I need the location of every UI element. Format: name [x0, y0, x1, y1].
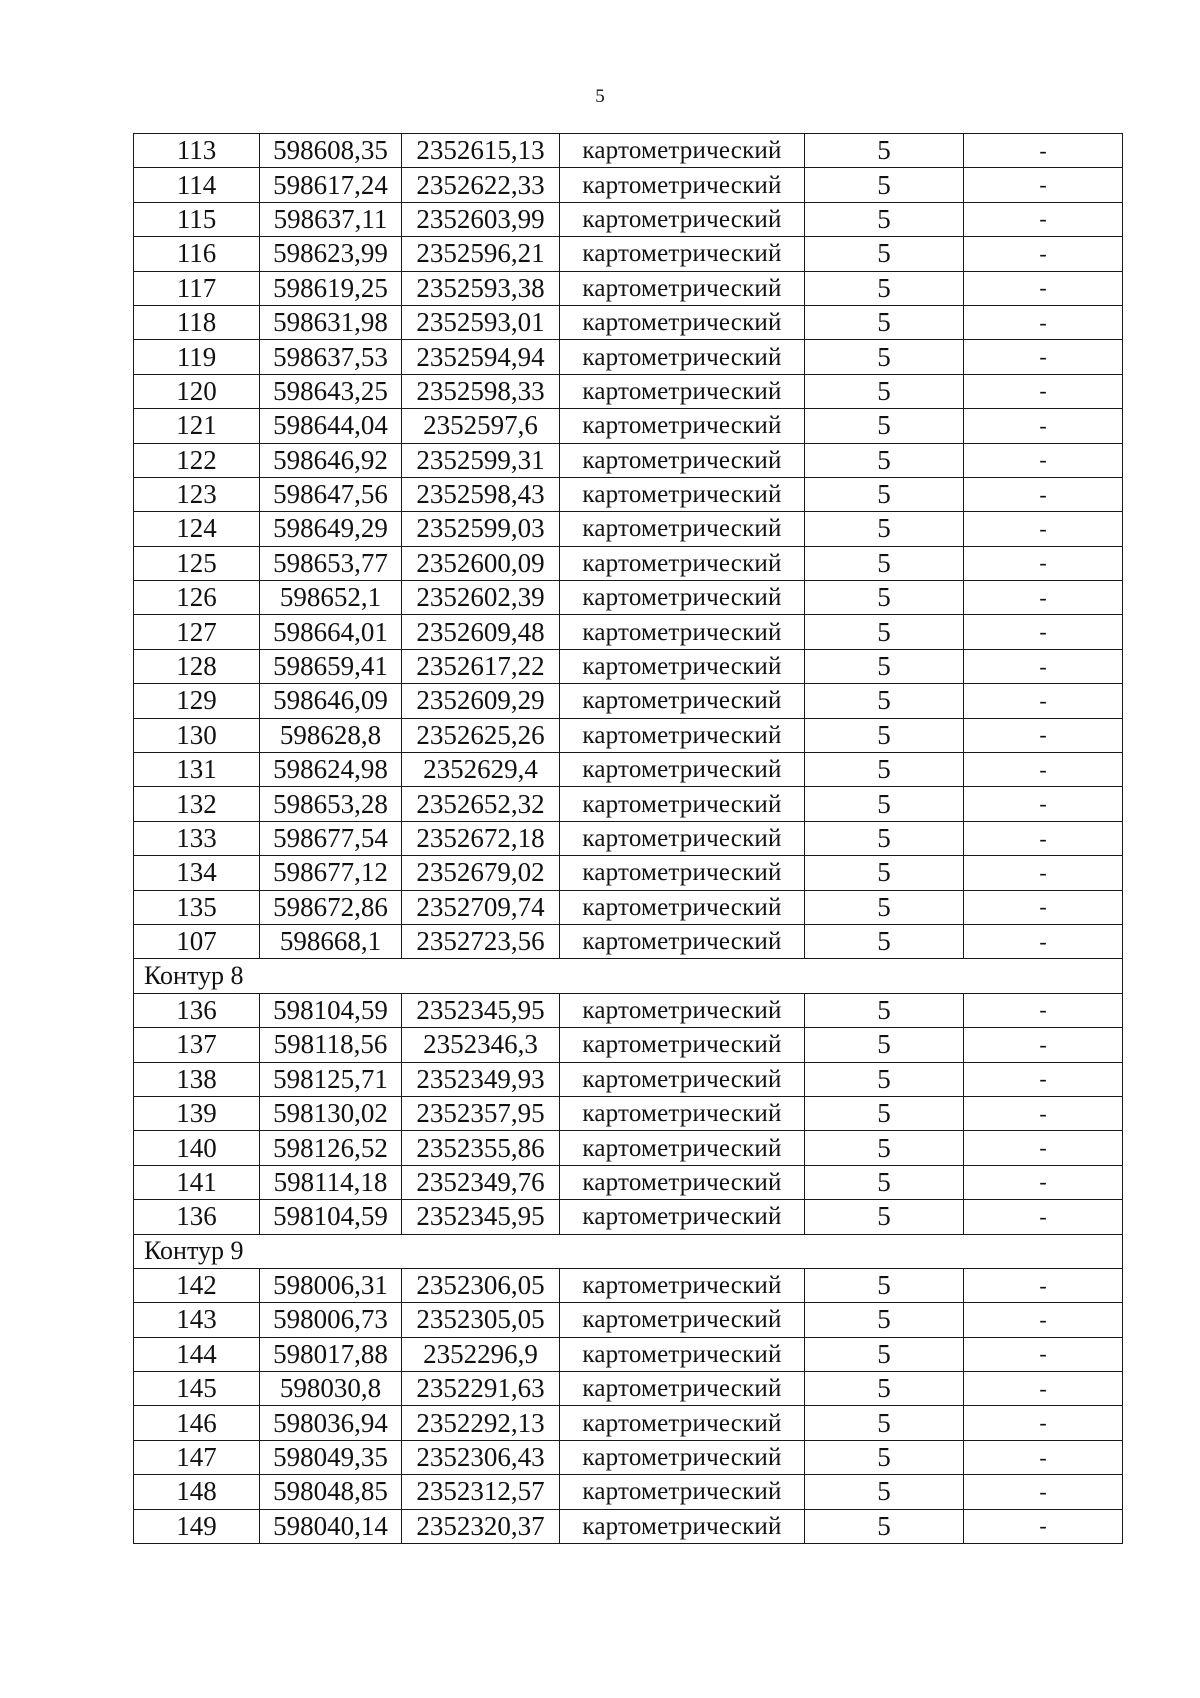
table-row [134, 134, 1123, 168]
point-number-cell: 121 [134, 409, 260, 443]
y-coordinate-cell: 2352615,13 [402, 134, 560, 168]
accuracy-cell: 5 [805, 993, 964, 1027]
table-row [134, 340, 1123, 374]
description-cell: - [964, 1268, 1123, 1302]
x-coordinate-cell: 598677,12 [260, 856, 402, 890]
table-row [134, 1131, 1123, 1165]
method-cell: картометрический [560, 477, 805, 511]
y-coordinate-cell: 2352709,74 [402, 890, 560, 924]
method-cell: картометрический [560, 1475, 805, 1509]
accuracy-cell: 5 [805, 924, 964, 958]
page-number: 5 [595, 86, 605, 107]
method-cell: картометрический [560, 305, 805, 339]
table-row [134, 615, 1123, 649]
point-number-cell: 133 [134, 821, 260, 855]
description-cell: - [964, 305, 1123, 339]
x-coordinate-cell: 598652,1 [260, 581, 402, 615]
x-coordinate-cell: 598647,56 [260, 477, 402, 511]
table-row [134, 168, 1123, 202]
description-cell: - [964, 856, 1123, 890]
y-coordinate-cell: 2352597,6 [402, 409, 560, 443]
accuracy-cell: 5 [805, 615, 964, 649]
x-coordinate-cell: 598646,92 [260, 443, 402, 477]
method-cell: картометрический [560, 1200, 805, 1234]
table-row [134, 821, 1123, 855]
table-row [134, 856, 1123, 890]
x-coordinate-cell: 598659,41 [260, 649, 402, 683]
accuracy-cell: 5 [805, 1028, 964, 1062]
accuracy-cell: 5 [805, 1337, 964, 1371]
point-number-cell: 118 [134, 305, 260, 339]
method-cell: картометрический [560, 443, 805, 477]
accuracy-cell: 5 [805, 1303, 964, 1337]
point-number-cell: 135 [134, 890, 260, 924]
method-cell: картометрический [560, 546, 805, 580]
description-cell: - [964, 134, 1123, 168]
point-number-cell: 120 [134, 374, 260, 408]
description-cell: - [964, 512, 1123, 546]
description-cell: - [964, 890, 1123, 924]
table-row [134, 443, 1123, 477]
table-row [134, 202, 1123, 236]
accuracy-cell: 5 [805, 305, 964, 339]
description-cell: - [964, 649, 1123, 683]
y-coordinate-cell: 2352723,56 [402, 924, 560, 958]
description-cell: - [964, 787, 1123, 821]
accuracy-cell: 5 [805, 546, 964, 580]
accuracy-cell: 5 [805, 134, 964, 168]
y-coordinate-cell: 2352609,48 [402, 615, 560, 649]
accuracy-cell: 5 [805, 1372, 964, 1406]
method-cell: картометрический [560, 1509, 805, 1543]
contour-header-row [134, 959, 1123, 993]
point-number-cell: 119 [134, 340, 260, 374]
description-cell: - [964, 340, 1123, 374]
description-cell: - [964, 1406, 1123, 1440]
description-cell: - [964, 615, 1123, 649]
table-row [134, 787, 1123, 821]
x-coordinate-cell: 598664,01 [260, 615, 402, 649]
table-row [134, 512, 1123, 546]
table-row [134, 1028, 1123, 1062]
accuracy-cell: 5 [805, 374, 964, 408]
table-row [134, 374, 1123, 408]
method-cell: картометрический [560, 237, 805, 271]
y-coordinate-cell: 2352629,4 [402, 753, 560, 787]
method-cell: картометрический [560, 890, 805, 924]
description-cell: - [964, 684, 1123, 718]
method-cell: картометрический [560, 649, 805, 683]
table-row [134, 1062, 1123, 1096]
accuracy-cell: 5 [805, 1509, 964, 1543]
x-coordinate-cell: 598619,25 [260, 271, 402, 305]
x-coordinate-cell: 598672,86 [260, 890, 402, 924]
point-number-cell: 113 [134, 134, 260, 168]
x-coordinate-cell: 598637,11 [260, 202, 402, 236]
x-coordinate-cell: 598624,98 [260, 753, 402, 787]
y-coordinate-cell: 2352598,33 [402, 374, 560, 408]
point-number-cell: 144 [134, 1337, 260, 1371]
table-row [134, 684, 1123, 718]
description-cell: - [964, 1028, 1123, 1062]
coordinates-table-body [134, 134, 1123, 1544]
description-cell: - [964, 443, 1123, 477]
x-coordinate-cell: 598608,35 [260, 134, 402, 168]
y-coordinate-cell: 2352672,18 [402, 821, 560, 855]
description-cell: - [964, 374, 1123, 408]
description-cell: - [964, 1440, 1123, 1474]
y-coordinate-cell: 2352296,9 [402, 1337, 560, 1371]
y-coordinate-cell: 2352617,22 [402, 649, 560, 683]
point-number-cell: 134 [134, 856, 260, 890]
x-coordinate-cell: 598006,73 [260, 1303, 402, 1337]
y-coordinate-cell: 2352679,02 [402, 856, 560, 890]
accuracy-cell: 5 [805, 340, 964, 374]
x-coordinate-cell: 598646,09 [260, 684, 402, 718]
table-row [134, 546, 1123, 580]
y-coordinate-cell: 2352312,57 [402, 1475, 560, 1509]
description-cell: - [964, 1372, 1123, 1406]
point-number-cell: 122 [134, 443, 260, 477]
accuracy-cell: 5 [805, 271, 964, 305]
accuracy-cell: 5 [805, 1200, 964, 1234]
point-number-cell: 149 [134, 1509, 260, 1543]
point-number-cell: 114 [134, 168, 260, 202]
method-cell: картометрический [560, 821, 805, 855]
description-cell: - [964, 718, 1123, 752]
contour-label: Контур 9 [134, 1234, 1123, 1268]
method-cell: картометрический [560, 1440, 805, 1474]
description-cell: - [964, 1509, 1123, 1543]
table-row [134, 649, 1123, 683]
method-cell: картометрический [560, 1062, 805, 1096]
accuracy-cell: 5 [805, 202, 964, 236]
point-number-cell: 125 [134, 546, 260, 580]
method-cell: картометрический [560, 134, 805, 168]
table-row [134, 1337, 1123, 1371]
y-coordinate-cell: 2352355,86 [402, 1131, 560, 1165]
x-coordinate-cell: 598637,53 [260, 340, 402, 374]
y-coordinate-cell: 2352625,26 [402, 718, 560, 752]
accuracy-cell: 5 [805, 1062, 964, 1096]
coordinates-table [133, 133, 1123, 1544]
accuracy-cell: 5 [805, 821, 964, 855]
x-coordinate-cell: 598017,88 [260, 1337, 402, 1371]
x-coordinate-cell: 598118,56 [260, 1028, 402, 1062]
method-cell: картометрический [560, 1096, 805, 1130]
method-cell: картометрический [560, 1028, 805, 1062]
description-cell: - [964, 924, 1123, 958]
x-coordinate-cell: 598048,85 [260, 1475, 402, 1509]
x-coordinate-cell: 598125,71 [260, 1062, 402, 1096]
description-cell: - [964, 581, 1123, 615]
method-cell: картометрический [560, 1268, 805, 1302]
description-cell: - [964, 1131, 1123, 1165]
point-number-cell: 136 [134, 993, 260, 1027]
description-cell: - [964, 1165, 1123, 1199]
x-coordinate-cell: 598104,59 [260, 1200, 402, 1234]
x-coordinate-cell: 598049,35 [260, 1440, 402, 1474]
y-coordinate-cell: 2352596,21 [402, 237, 560, 271]
contour-header-row [134, 1234, 1123, 1268]
description-cell: - [964, 409, 1123, 443]
accuracy-cell: 5 [805, 856, 964, 890]
point-number-cell: 107 [134, 924, 260, 958]
description-cell: - [964, 202, 1123, 236]
x-coordinate-cell: 598114,18 [260, 1165, 402, 1199]
point-number-cell: 127 [134, 615, 260, 649]
y-coordinate-cell: 2352357,95 [402, 1096, 560, 1130]
x-coordinate-cell: 598677,54 [260, 821, 402, 855]
point-number-cell: 142 [134, 1268, 260, 1302]
method-cell: картометрический [560, 581, 805, 615]
x-coordinate-cell: 598668,1 [260, 924, 402, 958]
method-cell: картометрический [560, 1131, 805, 1165]
point-number-cell: 138 [134, 1062, 260, 1096]
point-number-cell: 126 [134, 581, 260, 615]
y-coordinate-cell: 2352349,93 [402, 1062, 560, 1096]
accuracy-cell: 5 [805, 718, 964, 752]
accuracy-cell: 5 [805, 787, 964, 821]
point-number-cell: 148 [134, 1475, 260, 1509]
description-cell: - [964, 477, 1123, 511]
point-number-cell: 116 [134, 237, 260, 271]
x-coordinate-cell: 598126,52 [260, 1131, 402, 1165]
point-number-cell: 115 [134, 202, 260, 236]
point-number-cell: 124 [134, 512, 260, 546]
x-coordinate-cell: 598040,14 [260, 1509, 402, 1543]
y-coordinate-cell: 2352599,31 [402, 443, 560, 477]
x-coordinate-cell: 598623,99 [260, 237, 402, 271]
accuracy-cell: 5 [805, 649, 964, 683]
y-coordinate-cell: 2352291,63 [402, 1372, 560, 1406]
method-cell: картометрический [560, 512, 805, 546]
description-cell: - [964, 546, 1123, 580]
point-number-cell: 129 [134, 684, 260, 718]
x-coordinate-cell: 598130,02 [260, 1096, 402, 1130]
table-row [134, 1406, 1123, 1440]
point-number-cell: 143 [134, 1303, 260, 1337]
table-row [134, 409, 1123, 443]
y-coordinate-cell: 2352306,05 [402, 1268, 560, 1302]
accuracy-cell: 5 [805, 1131, 964, 1165]
table-row [134, 1200, 1123, 1234]
point-number-cell: 123 [134, 477, 260, 511]
x-coordinate-cell: 598104,59 [260, 993, 402, 1027]
y-coordinate-cell: 2352345,95 [402, 1200, 560, 1234]
method-cell: картометрический [560, 1165, 805, 1199]
method-cell: картометрический [560, 168, 805, 202]
y-coordinate-cell: 2352593,38 [402, 271, 560, 305]
point-number-cell: 145 [134, 1372, 260, 1406]
accuracy-cell: 5 [805, 1475, 964, 1509]
description-cell: - [964, 1337, 1123, 1371]
accuracy-cell: 5 [805, 1440, 964, 1474]
description-cell: - [964, 237, 1123, 271]
x-coordinate-cell: 598649,29 [260, 512, 402, 546]
point-number-cell: 137 [134, 1028, 260, 1062]
x-coordinate-cell: 598617,24 [260, 168, 402, 202]
method-cell: картометрический [560, 615, 805, 649]
point-number-cell: 147 [134, 1440, 260, 1474]
method-cell: картометрический [560, 409, 805, 443]
y-coordinate-cell: 2352599,03 [402, 512, 560, 546]
description-cell: - [964, 821, 1123, 855]
method-cell: картометрический [560, 340, 805, 374]
description-cell: - [964, 1303, 1123, 1337]
x-coordinate-cell: 598643,25 [260, 374, 402, 408]
contour-label: Контур 8 [134, 959, 1123, 993]
method-cell: картометрический [560, 684, 805, 718]
accuracy-cell: 5 [805, 1268, 964, 1302]
y-coordinate-cell: 2352622,33 [402, 168, 560, 202]
y-coordinate-cell: 2352305,05 [402, 1303, 560, 1337]
method-cell: картометрический [560, 202, 805, 236]
x-coordinate-cell: 598006,31 [260, 1268, 402, 1302]
method-cell: картометрический [560, 1337, 805, 1371]
table-row [134, 1096, 1123, 1130]
description-cell: - [964, 1475, 1123, 1509]
description-cell: - [964, 168, 1123, 202]
table-row [134, 890, 1123, 924]
y-coordinate-cell: 2352594,94 [402, 340, 560, 374]
table-row [134, 237, 1123, 271]
table-row [134, 1268, 1123, 1302]
description-cell: - [964, 993, 1123, 1027]
table-row [134, 1372, 1123, 1406]
table-row [134, 1475, 1123, 1509]
table-row [134, 753, 1123, 787]
table-row [134, 924, 1123, 958]
x-coordinate-cell: 598036,94 [260, 1406, 402, 1440]
x-coordinate-cell: 598628,8 [260, 718, 402, 752]
point-number-cell: 130 [134, 718, 260, 752]
y-coordinate-cell: 2352593,01 [402, 305, 560, 339]
description-cell: - [964, 1062, 1123, 1096]
method-cell: картометрический [560, 993, 805, 1027]
accuracy-cell: 5 [805, 443, 964, 477]
point-number-cell: 141 [134, 1165, 260, 1199]
accuracy-cell: 5 [805, 753, 964, 787]
point-number-cell: 128 [134, 649, 260, 683]
method-cell: картометрический [560, 753, 805, 787]
point-number-cell: 140 [134, 1131, 260, 1165]
table-row [134, 271, 1123, 305]
y-coordinate-cell: 2352609,29 [402, 684, 560, 718]
table-row [134, 993, 1123, 1027]
table-row [134, 1509, 1123, 1543]
description-cell: - [964, 1096, 1123, 1130]
accuracy-cell: 5 [805, 1096, 964, 1130]
point-number-cell: 136 [134, 1200, 260, 1234]
point-number-cell: 131 [134, 753, 260, 787]
description-cell: - [964, 753, 1123, 787]
y-coordinate-cell: 2352306,43 [402, 1440, 560, 1474]
method-cell: картометрический [560, 271, 805, 305]
x-coordinate-cell: 598644,04 [260, 409, 402, 443]
y-coordinate-cell: 2352320,37 [402, 1509, 560, 1543]
y-coordinate-cell: 2352600,09 [402, 546, 560, 580]
accuracy-cell: 5 [805, 890, 964, 924]
y-coordinate-cell: 2352598,43 [402, 477, 560, 511]
x-coordinate-cell: 598030,8 [260, 1372, 402, 1406]
accuracy-cell: 5 [805, 237, 964, 271]
table-row [134, 305, 1123, 339]
accuracy-cell: 5 [805, 581, 964, 615]
method-cell: картометрический [560, 856, 805, 890]
table-row [134, 718, 1123, 752]
x-coordinate-cell: 598631,98 [260, 305, 402, 339]
accuracy-cell: 5 [805, 409, 964, 443]
accuracy-cell: 5 [805, 1165, 964, 1199]
method-cell: картометрический [560, 1303, 805, 1337]
y-coordinate-cell: 2352292,13 [402, 1406, 560, 1440]
accuracy-cell: 5 [805, 684, 964, 718]
y-coordinate-cell: 2352602,39 [402, 581, 560, 615]
description-cell: - [964, 271, 1123, 305]
table-row [134, 1303, 1123, 1337]
method-cell: картометрический [560, 718, 805, 752]
point-number-cell: 139 [134, 1096, 260, 1130]
x-coordinate-cell: 598653,77 [260, 546, 402, 580]
method-cell: картометрический [560, 1372, 805, 1406]
y-coordinate-cell: 2352603,99 [402, 202, 560, 236]
method-cell: картометрический [560, 924, 805, 958]
table-row [134, 477, 1123, 511]
accuracy-cell: 5 [805, 168, 964, 202]
point-number-cell: 117 [134, 271, 260, 305]
method-cell: картометрический [560, 374, 805, 408]
table-row [134, 1165, 1123, 1199]
method-cell: картометрический [560, 787, 805, 821]
accuracy-cell: 5 [805, 477, 964, 511]
point-number-cell: 146 [134, 1406, 260, 1440]
y-coordinate-cell: 2352346,3 [402, 1028, 560, 1062]
y-coordinate-cell: 2352345,95 [402, 993, 560, 1027]
point-number-cell: 132 [134, 787, 260, 821]
accuracy-cell: 5 [805, 512, 964, 546]
method-cell: картометрический [560, 1406, 805, 1440]
y-coordinate-cell: 2352652,32 [402, 787, 560, 821]
accuracy-cell: 5 [805, 1406, 964, 1440]
description-cell: - [964, 1200, 1123, 1234]
table-row [134, 1440, 1123, 1474]
table-row [134, 581, 1123, 615]
y-coordinate-cell: 2352349,76 [402, 1165, 560, 1199]
x-coordinate-cell: 598653,28 [260, 787, 402, 821]
